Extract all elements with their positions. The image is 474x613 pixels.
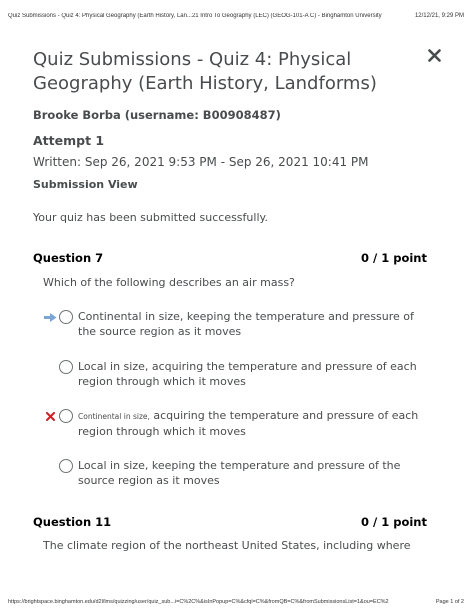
print-footer-url: https://brightspace.binghamton.edu/d2l/lms/quizzing/user/quiz_sub...i=C%2C%&isInPopup=C%&cfql=C%&fromQB=C%&fromSubmissionsList=1&ou=EC%2 (8, 599, 389, 605)
print-header-datetime: 12/12/21, 9:29 PM (414, 13, 464, 19)
question-7-label: Question 7 (33, 251, 104, 265)
answer-option-1-radio (59, 310, 73, 324)
print-footer-page-number: Page 1 of 2 (435, 599, 464, 605)
submission-view-heading: Submission View (33, 178, 138, 191)
answer-option-4-radio (59, 459, 73, 473)
answer-option-3-text-rest: acquiring the temperature and pressure of each region through which it moves (78, 409, 419, 438)
question-7-header (33, 251, 427, 265)
question-11-header (33, 515, 427, 529)
close-icon (428, 49, 441, 62)
answer-option-1-text: Continental in size, keeping the temperature and pressure of the source region as it moves (78, 310, 414, 338)
question-11-label: Question 11 (33, 515, 112, 529)
answer-option-2 (43, 360, 423, 394)
question-7-text: Which of the following describes an air mass? (43, 276, 295, 289)
answer-option-3-radio (59, 409, 73, 423)
question-7-points: 0 / 1 point (361, 251, 427, 265)
x-mark-icon (43, 410, 57, 422)
written-timestamp: Written: Sep 26, 2021 9:53 PM - Sep 26, 2021 10:41 PM (33, 155, 369, 169)
answer-option-2-text: Local in size, acquiring the temperature and pressure of each region through which it moves (78, 360, 417, 388)
print-footer (0, 595, 474, 609)
answer-option-3-text-start: Continental in size, (78, 412, 150, 421)
answer-option-3 (43, 409, 423, 443)
close-button[interactable] (424, 45, 444, 65)
attempt-label: Attempt 1 (33, 133, 105, 148)
answer-option-1 (43, 310, 423, 344)
print-header (0, 0, 474, 30)
answer-option-3-text (78, 408, 428, 439)
user-name: Brooke Borba (username: B00908487) (33, 108, 281, 122)
answer-option-2-radio (59, 360, 73, 374)
answer-option-4-text: Local in size, keeping the temperature and pressure of the source region as it moves (78, 459, 401, 487)
answer-option-4 (43, 459, 423, 493)
submission-message: Your quiz has been submitted successfully. (33, 211, 268, 224)
arrow-right-icon (43, 311, 57, 323)
question-11-points: 0 / 1 point (361, 515, 427, 529)
question-11-text: The climate region of the northeast United States, including where (43, 539, 411, 552)
print-header-title: Quiz Submissions - Quiz 4: Physical Geography (Earth History, Lan...21 Intro To Geography (LEC) (GEOG-101-A C) - Binghamton University (8, 13, 382, 19)
page-title: Quiz Submissions - Quiz 4: Physical Geography (Earth History, Landforms) (33, 49, 377, 94)
